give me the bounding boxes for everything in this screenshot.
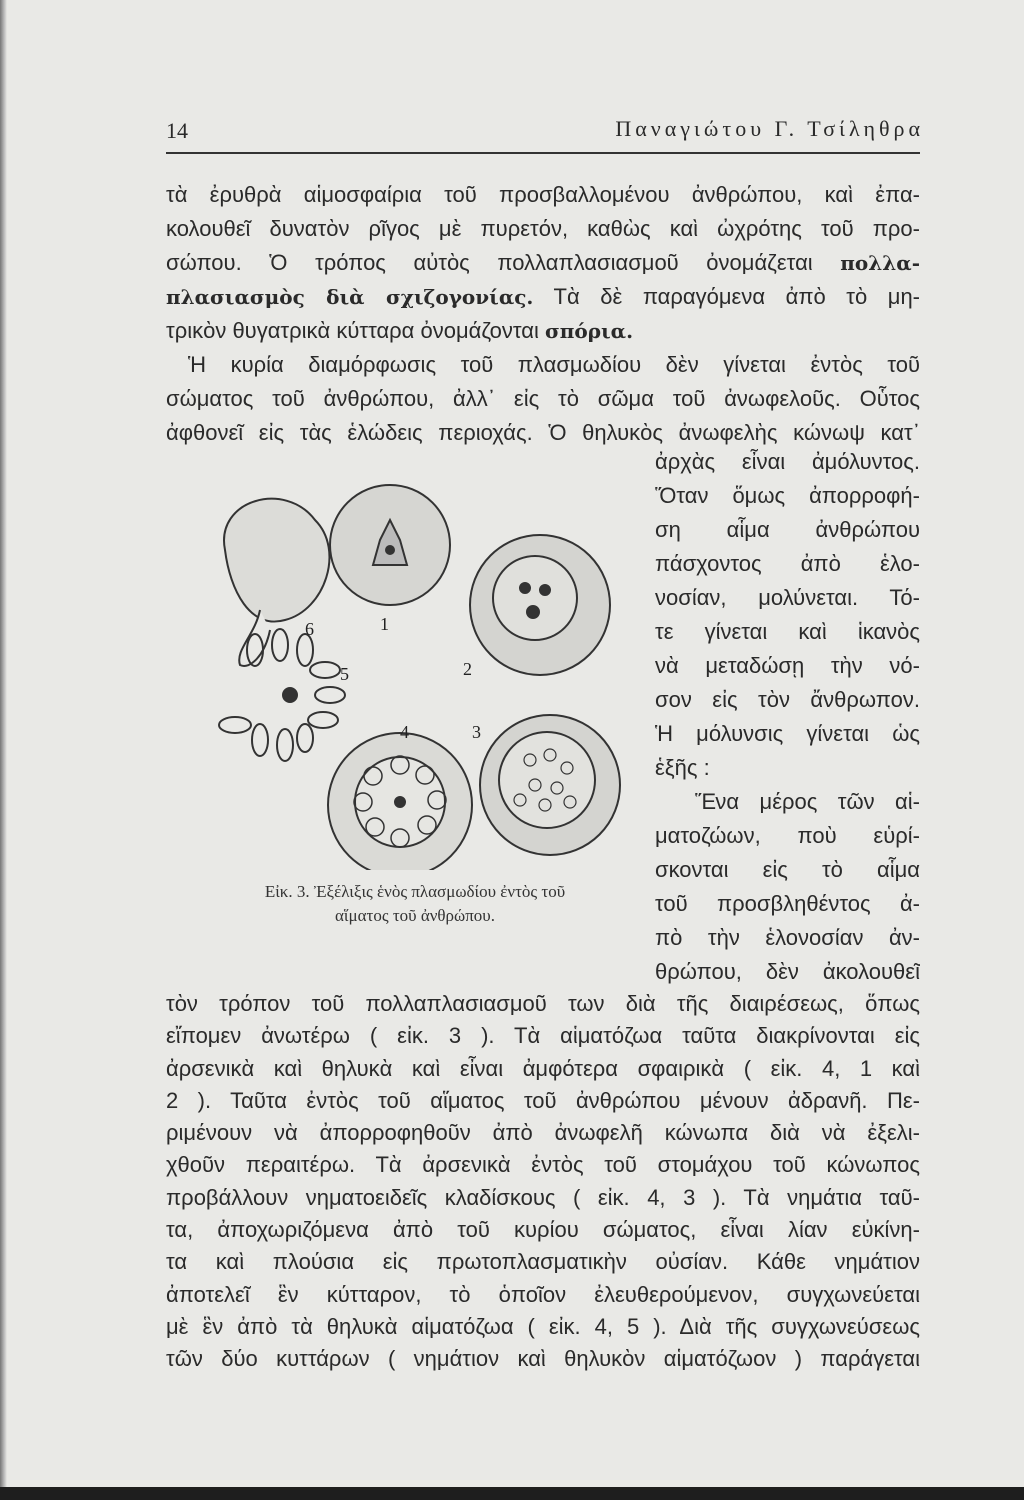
text-line: σώματος τοῦ ἀνθρώπου, ἀλλ᾽ εἰς τὸ σῶμα τοῦ ἀνωφελοῦς. Οὗτος	[166, 386, 920, 411]
text-segment: σώπου. Ὁ τρόπος αὐτὸς πολλαπλασιασμοῦ ὀνομάζεται	[166, 250, 813, 275]
cell-4-illustration	[328, 733, 472, 870]
figure-label-6: 6	[305, 619, 314, 639]
text-line: ἑξῆς :	[655, 755, 710, 780]
text-line: τα, ἀποχωριζόμενα ἀπὸ τοῦ κυρίου σώματος, εἶναι λίαν εὐκίνη-	[166, 1217, 920, 1243]
bottom-paragraph	[166, 988, 920, 1376]
caption-line: αἵματος τοῦ ἀνθρώπου.	[335, 906, 495, 925]
text-line: πὸ τὴν ἑλονοσίαν ἀν-	[655, 925, 920, 950]
text-line: ἀφθονεῖ εἰς τὰς ἑλώδεις περιοχάς. Ὁ θηλυκὸς ἀνωφελὴς κώνωψ κατ᾽	[166, 420, 920, 445]
cell-6-illustration	[224, 499, 329, 666]
text-line: ση αἷμα ἀνθρώπου	[655, 517, 920, 542]
caption-line: Εἰκ. 3. Ἐξέλιξις ἑνὸς πλασμωδίου ἐντὸς τοῦ	[264, 882, 566, 901]
text-line: προβάλλουν νηματοειδεῖς κλαδίσκους ( εἰκ. 4, 3 ). Τὰ νημάτια ταῦ-	[166, 1184, 920, 1210]
text-line: χθοῦν περαιτέρω. Τὰ ἀρσενικὰ ἐντὸς τοῦ στομάχου τοῦ κώνωπος	[166, 1152, 920, 1178]
figure-label-1: 1	[380, 614, 389, 634]
figure-label-4: 4	[400, 722, 409, 742]
text-line: σκονται εἰς τὸ αἷμα	[655, 857, 920, 882]
text-line: ριμένουν νὰ ἀπορροφηθοῦν ἀπὸ ἀνωφελῆ κώνωπα διὰ νὰ ἐξελι-	[166, 1120, 920, 1146]
bold-term: σπόρια.	[544, 319, 634, 343]
text-line: ματοζώων, ποὺ εὑρί-	[655, 823, 920, 848]
text-line: τὰ ἐρυθρὰ αἱμοσφαίρια τοῦ προσβαλλομένου ἀνθρώπου, καὶ ἐπα-	[166, 182, 920, 207]
running-head: Παναγιώτου Γ. Τσίληθρα	[615, 116, 924, 141]
text-line	[166, 314, 920, 348]
text-line: πάσχοντος ἀπὸ ἑλο-	[655, 551, 920, 576]
figure-label-5: 5	[340, 664, 349, 684]
text-line: θρώπου, δὲν ἀκολουθεῖ	[655, 959, 920, 984]
text-line	[166, 246, 920, 280]
page-number: 14	[166, 118, 188, 143]
cell-2-illustration	[470, 535, 610, 675]
text-line: ἀρχὰς εἶναι ἀμόλυντος.	[655, 449, 920, 474]
text-line: τὸν τρόπον τοῦ πολλαπλασιασμοῦ των διὰ τῆς διαιρέσεως, ὅπως	[166, 991, 920, 1016]
text-line: κολουθεῖ δυνατὸν ρῖγος μὲ πυρετόν, καθὼς καὶ ὠχρότης τοῦ προ-	[166, 216, 920, 241]
text-line: Ὅταν ὅμως ἀπορροφή-	[655, 483, 920, 508]
text-line: σον εἰς τὸν ἄνθρωπον.	[655, 687, 920, 712]
text-line	[166, 280, 920, 314]
bold-term: πολλα-	[840, 251, 920, 275]
text-line: νοσίαν, μολύνεται. Τό-	[655, 585, 920, 610]
text-line: τα καὶ πλούσια εἰς πρωτοπλασματικὴν οὐσίαν. Κάθε νημάτιον	[166, 1249, 920, 1275]
text-line: νὰ μεταδώσῃ τὴν νό-	[655, 653, 920, 678]
figure-label-2: 2	[463, 659, 472, 679]
header-rule	[166, 152, 920, 154]
cell-1-illustration	[330, 485, 450, 605]
cell-3-illustration	[480, 715, 620, 855]
figure-caption	[180, 880, 650, 928]
text-line: μὲ ἓν ἀπὸ τὰ θηλυκὰ αἱματόζωα ( εἰκ. 4, 5 ). Διὰ τῆς συγχωνεύσεως	[166, 1313, 920, 1339]
text-line: τε γίνεται καὶ ἱκανὸς	[655, 619, 920, 644]
text-line: τῶν δύο κυττάρων ( νημάτιον καὶ θηλυκὸν αἱματόζωον ) παράγεται	[166, 1346, 920, 1372]
text-segment: Τὰ δὲ παραγόμενα ἀπὸ τὸ μη-	[553, 284, 920, 309]
page-bottom-edge	[0, 1487, 1024, 1500]
text-line: τοῦ προσβληθέντος ἀ-	[655, 891, 920, 916]
page-left-edge	[0, 0, 7, 1500]
text-segment: τρικὸν θυγατρικὰ κύτταρα ὀνομάζονται	[166, 318, 539, 343]
plasmodium-figure	[195, 470, 645, 870]
cell-5-illustration	[219, 629, 345, 761]
text-line: ἀρσενικὰ καὶ θηλυκὰ καὶ εἶναι ἀμφότερα σφαιρικὰ ( εἰκ. 4, 1 καὶ	[166, 1055, 920, 1081]
text-line: Ἕνα μέρος τῶν αἱ-	[695, 789, 920, 814]
text-line: Ἡ κυρία διαμόρφωσις τοῦ πλασμωδίου δὲν γίνεται ἐντὸς τοῦ	[188, 352, 920, 377]
text-line: Ἡ μόλυνσις γίνεται ὡς	[655, 721, 920, 746]
figure-label-3: 3	[472, 722, 481, 742]
text-line: 2 ). Ταῦτα ἐντὸς τοῦ αἵματος τοῦ ἀνθρώπου μένουν ἀδρανῆ. Πε-	[166, 1087, 920, 1113]
text-line: εἴπομεν ἀνωτέρω ( εἰκ. 3 ). Τὰ αἱματόζωα ταῦτα διακρίνονται εἰς	[166, 1023, 920, 1049]
right-column-text	[655, 445, 920, 989]
text-line: ἀποτελεῖ ἓν κύτταρον, τὸ ὁποῖον ἐλευθερούμενον, συγχωνεύεται	[166, 1281, 920, 1307]
top-paragraphs	[166, 178, 920, 450]
bold-term: πλασιασμὸς διὰ σχιζογονίας.	[166, 285, 534, 309]
